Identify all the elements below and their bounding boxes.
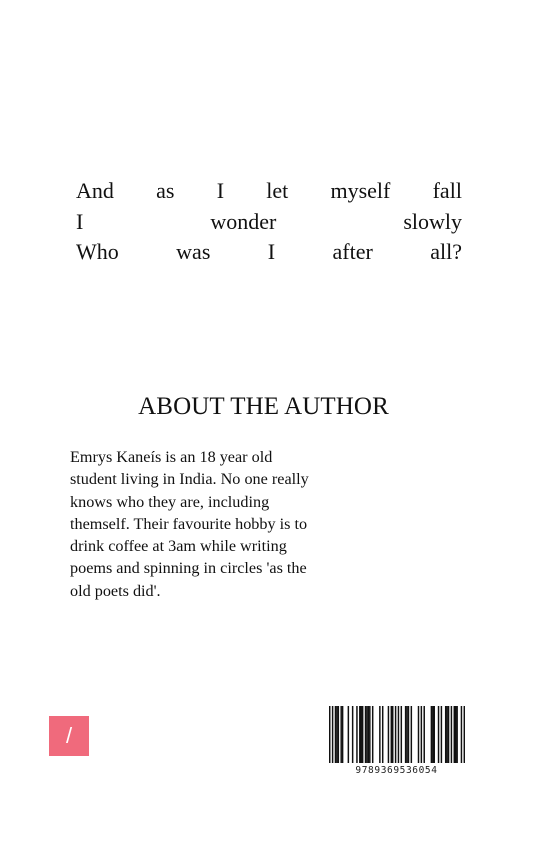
barcode-bar	[448, 706, 449, 763]
poem-word: I	[267, 239, 276, 264]
barcode-bar	[359, 706, 360, 763]
poem-word: Who	[76, 239, 119, 264]
barcode-bar	[456, 706, 457, 763]
poem-word: after	[332, 239, 373, 264]
barcode-bar	[329, 706, 330, 763]
poem-word: I	[216, 178, 225, 203]
poem-word: slowly	[403, 208, 462, 234]
barcode-bar	[421, 706, 422, 763]
bio-line: student living in India. No one really	[70, 470, 309, 489]
bio-line: poems and spinning in circles 'as the	[70, 559, 307, 578]
barcode-bar	[379, 706, 380, 763]
barcode-bar	[356, 706, 357, 763]
bio-line: themself. Their favourite hobby is to	[70, 514, 308, 533]
barcode-bar	[401, 706, 402, 763]
barcode-bar	[408, 706, 409, 763]
barcode-bar	[411, 706, 412, 763]
poem-stanza	[76, 176, 462, 268]
poem-word: as	[156, 178, 175, 203]
barcode-number: 9789369536054	[355, 765, 438, 776]
poem-word: fall	[432, 178, 462, 203]
barcode-bar	[398, 706, 399, 763]
barcode-bar	[406, 706, 407, 763]
isbn-barcode	[326, 704, 467, 778]
barcode-bar	[464, 706, 465, 763]
barcode-bar	[431, 706, 432, 763]
barcode-bar	[418, 706, 419, 763]
barcode-bar	[445, 706, 446, 763]
barcode-bar	[405, 706, 406, 763]
publisher-logo	[49, 716, 89, 756]
barcode-bar	[461, 706, 462, 763]
barcode-bar	[372, 706, 373, 763]
poem-word: I	[76, 208, 84, 234]
bio-line: knows who they are, including	[70, 492, 270, 511]
about-author-heading: ABOUT THE AUTHOR	[138, 393, 389, 420]
barcode-bar	[338, 706, 339, 763]
poem-word: was	[176, 239, 211, 264]
barcode-bar	[388, 706, 389, 763]
poem-word: let	[266, 178, 289, 203]
poem-line	[76, 207, 462, 238]
barcode-bar	[332, 706, 333, 763]
barcode-bar	[382, 706, 383, 763]
poem-word: wonder	[210, 208, 277, 234]
barcode-bar	[368, 706, 369, 763]
slash-glyph: /	[65, 723, 73, 748]
barcode-bar	[335, 706, 336, 763]
barcode-bar	[342, 706, 343, 763]
barcode-bar	[362, 706, 363, 763]
barcode-bar	[434, 706, 435, 763]
poem-line	[76, 237, 462, 268]
barcode-bar	[395, 706, 396, 763]
barcode-bar	[446, 706, 447, 763]
author-bio	[70, 446, 328, 602]
barcode-bar	[432, 706, 433, 763]
barcode-bars	[329, 706, 465, 763]
barcode-bar	[451, 706, 452, 763]
poem-line	[76, 176, 462, 207]
barcode-bar	[369, 706, 370, 763]
poem-word: And	[76, 178, 114, 203]
barcode-bar	[455, 706, 456, 763]
barcode-bar	[340, 706, 341, 763]
barcode-bar	[423, 706, 424, 763]
barcode-bar	[392, 706, 393, 763]
bio-line: old poets did'.	[70, 581, 161, 600]
barcode-bar	[391, 706, 392, 763]
bio-line: Emrys Kaneís is an 18 year old	[70, 448, 273, 466]
barcode-bar	[366, 706, 367, 763]
barcode-bar	[352, 706, 353, 763]
barcode-bar	[454, 706, 455, 763]
poem-word: myself	[330, 178, 391, 203]
barcode-bar	[438, 706, 439, 763]
barcode-bar	[348, 706, 349, 763]
poem-word: all?	[430, 239, 462, 264]
barcode-bar	[360, 706, 361, 763]
barcode-bar	[336, 706, 337, 763]
bio-line: drink coffee at 3am while writing	[70, 537, 287, 556]
barcode-bar	[365, 706, 366, 763]
barcode-bar	[441, 706, 442, 763]
